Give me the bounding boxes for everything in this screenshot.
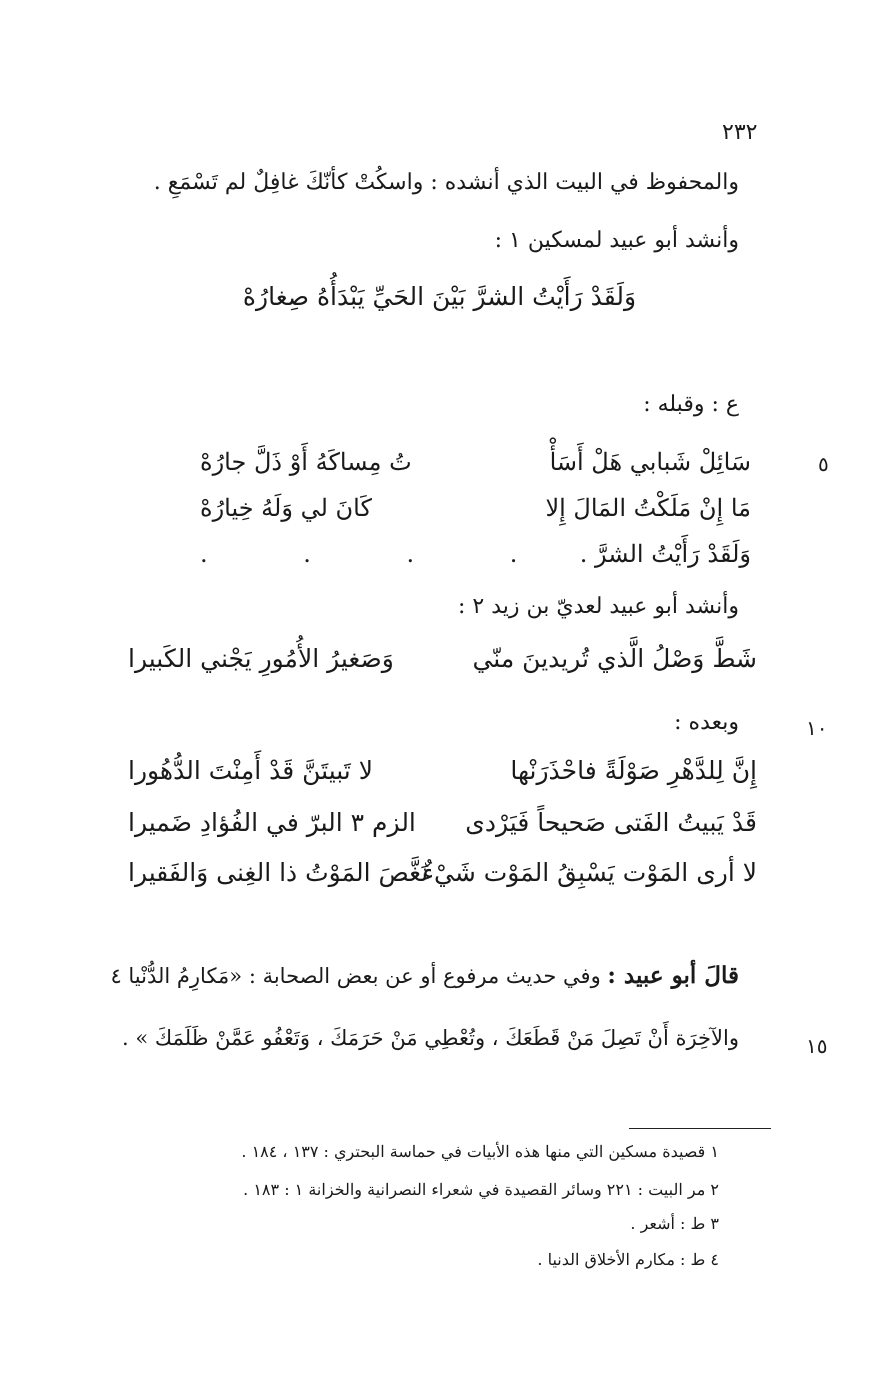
line-number: ١٠ [806,716,828,740]
verse-hemistich-right: إِنَّ لِلدَّهْرِ صَوْلَةً فاحْذَرَنْها [510,756,757,785]
verse-hemistich-left: نَغَّصَ المَوْتُ ذا الغِنى وَالفَقيرا [128,858,429,887]
verse-line: وَلَقَدْ رَأَيْتُ الشرَّ بَيْنَ الحَيِّ يَبْدَأُهُ صِغارُهْ [242,282,637,311]
prose-line: وأنشد أبو عبيد لعديّ بن زيد ٢ : [457,594,739,619]
verse-hemistich-right: وَلَقَدْ رَأَيْتُ الشرَّ . [579,540,751,568]
line-number: ١٥ [806,1034,828,1058]
footnote-divider [629,1128,771,1129]
ellipsis-dots: . . . . [200,540,562,568]
footnote: ٣ ط : أشعر . [630,1214,719,1233]
verse-hemistich-right: سَائِلْ شَبابي هَلْ أَسَأْ [549,448,751,476]
page-number: ٢٣٢ [722,120,758,145]
verse-hemistich-left: لا تَبيتَنَّ قَدْ أَمِنْتَ الدُّهُورا [128,756,373,785]
footnote: ٤ ط : مكارم الأخلاق الدنيا . [537,1250,719,1269]
verse-hemistich-left: وَصَغيرُ الأُمُورِ يَجْني الكَبيرا [128,644,394,673]
verse-hemistich-left: تُ مِساكَهُ أَوْ ذَلَّ جارُهْ [200,448,412,476]
prose-line: وأنشد أبو عبيد لمسكين ١ : [494,228,739,253]
verse-hemistich-right: مَا إِنْ مَلَكْتُ المَالَ إِلا [545,494,751,522]
prose-line [110,962,739,989]
prose-line: وبعده : [674,710,739,735]
footnote: ٢ مر البيت : ٢٢١ وسائر القصيدة في شعراء النصرانية والخزانة ١ : ١٨٣ . [243,1180,719,1199]
verse-hemistich-right: لا أرى المَوْت يَسْبِقُ المَوْت شَيْءٌ [422,858,757,887]
line-number: ٥ [818,452,829,476]
verse-hemistich-right: شَطَّ وَصْلُ الَّذي تُريدينَ منّي [472,644,757,673]
prose-line: والآخِرَة أَنْ تَصِلَ مَنْ قَطَعَكَ ، وتُعْطِي مَنْ حَرَمَكَ ، وَتَعْفُو عَمَّنْ ظَلَمَكَ » . [122,1026,739,1050]
verse-hemistich-left: كَانَ لي وَلَهُ خِيارُهْ [200,494,372,522]
verse-hemistich-left: الزم ٣ البرّ في الفُؤادِ ضَميرا [128,808,416,837]
prose-line: والمحفوظ في البيت الذي أنشده : واسكُتْ كأنّكَ غافِلٌ لم تَسْمَعِ . [153,170,739,195]
footnote: ١ قصيدة مسكين التي منها هذه الأبيات في حماسة البحتري : ١٣٧ ، ١٨٤ . [241,1142,719,1161]
section-heading: قالَ أبو عبيد : [607,962,739,989]
prose-text: وفي حديث مرفوع أو عن بعض الصحابة : «مَكارِمُ الدُّنْيا ٤ [110,964,601,988]
prose-line: ع : وقبله : [643,392,739,417]
verse-hemistich-right: قَدْ يَبيتُ الفَتى صَحيحاً فَيَرْدى [465,808,757,837]
